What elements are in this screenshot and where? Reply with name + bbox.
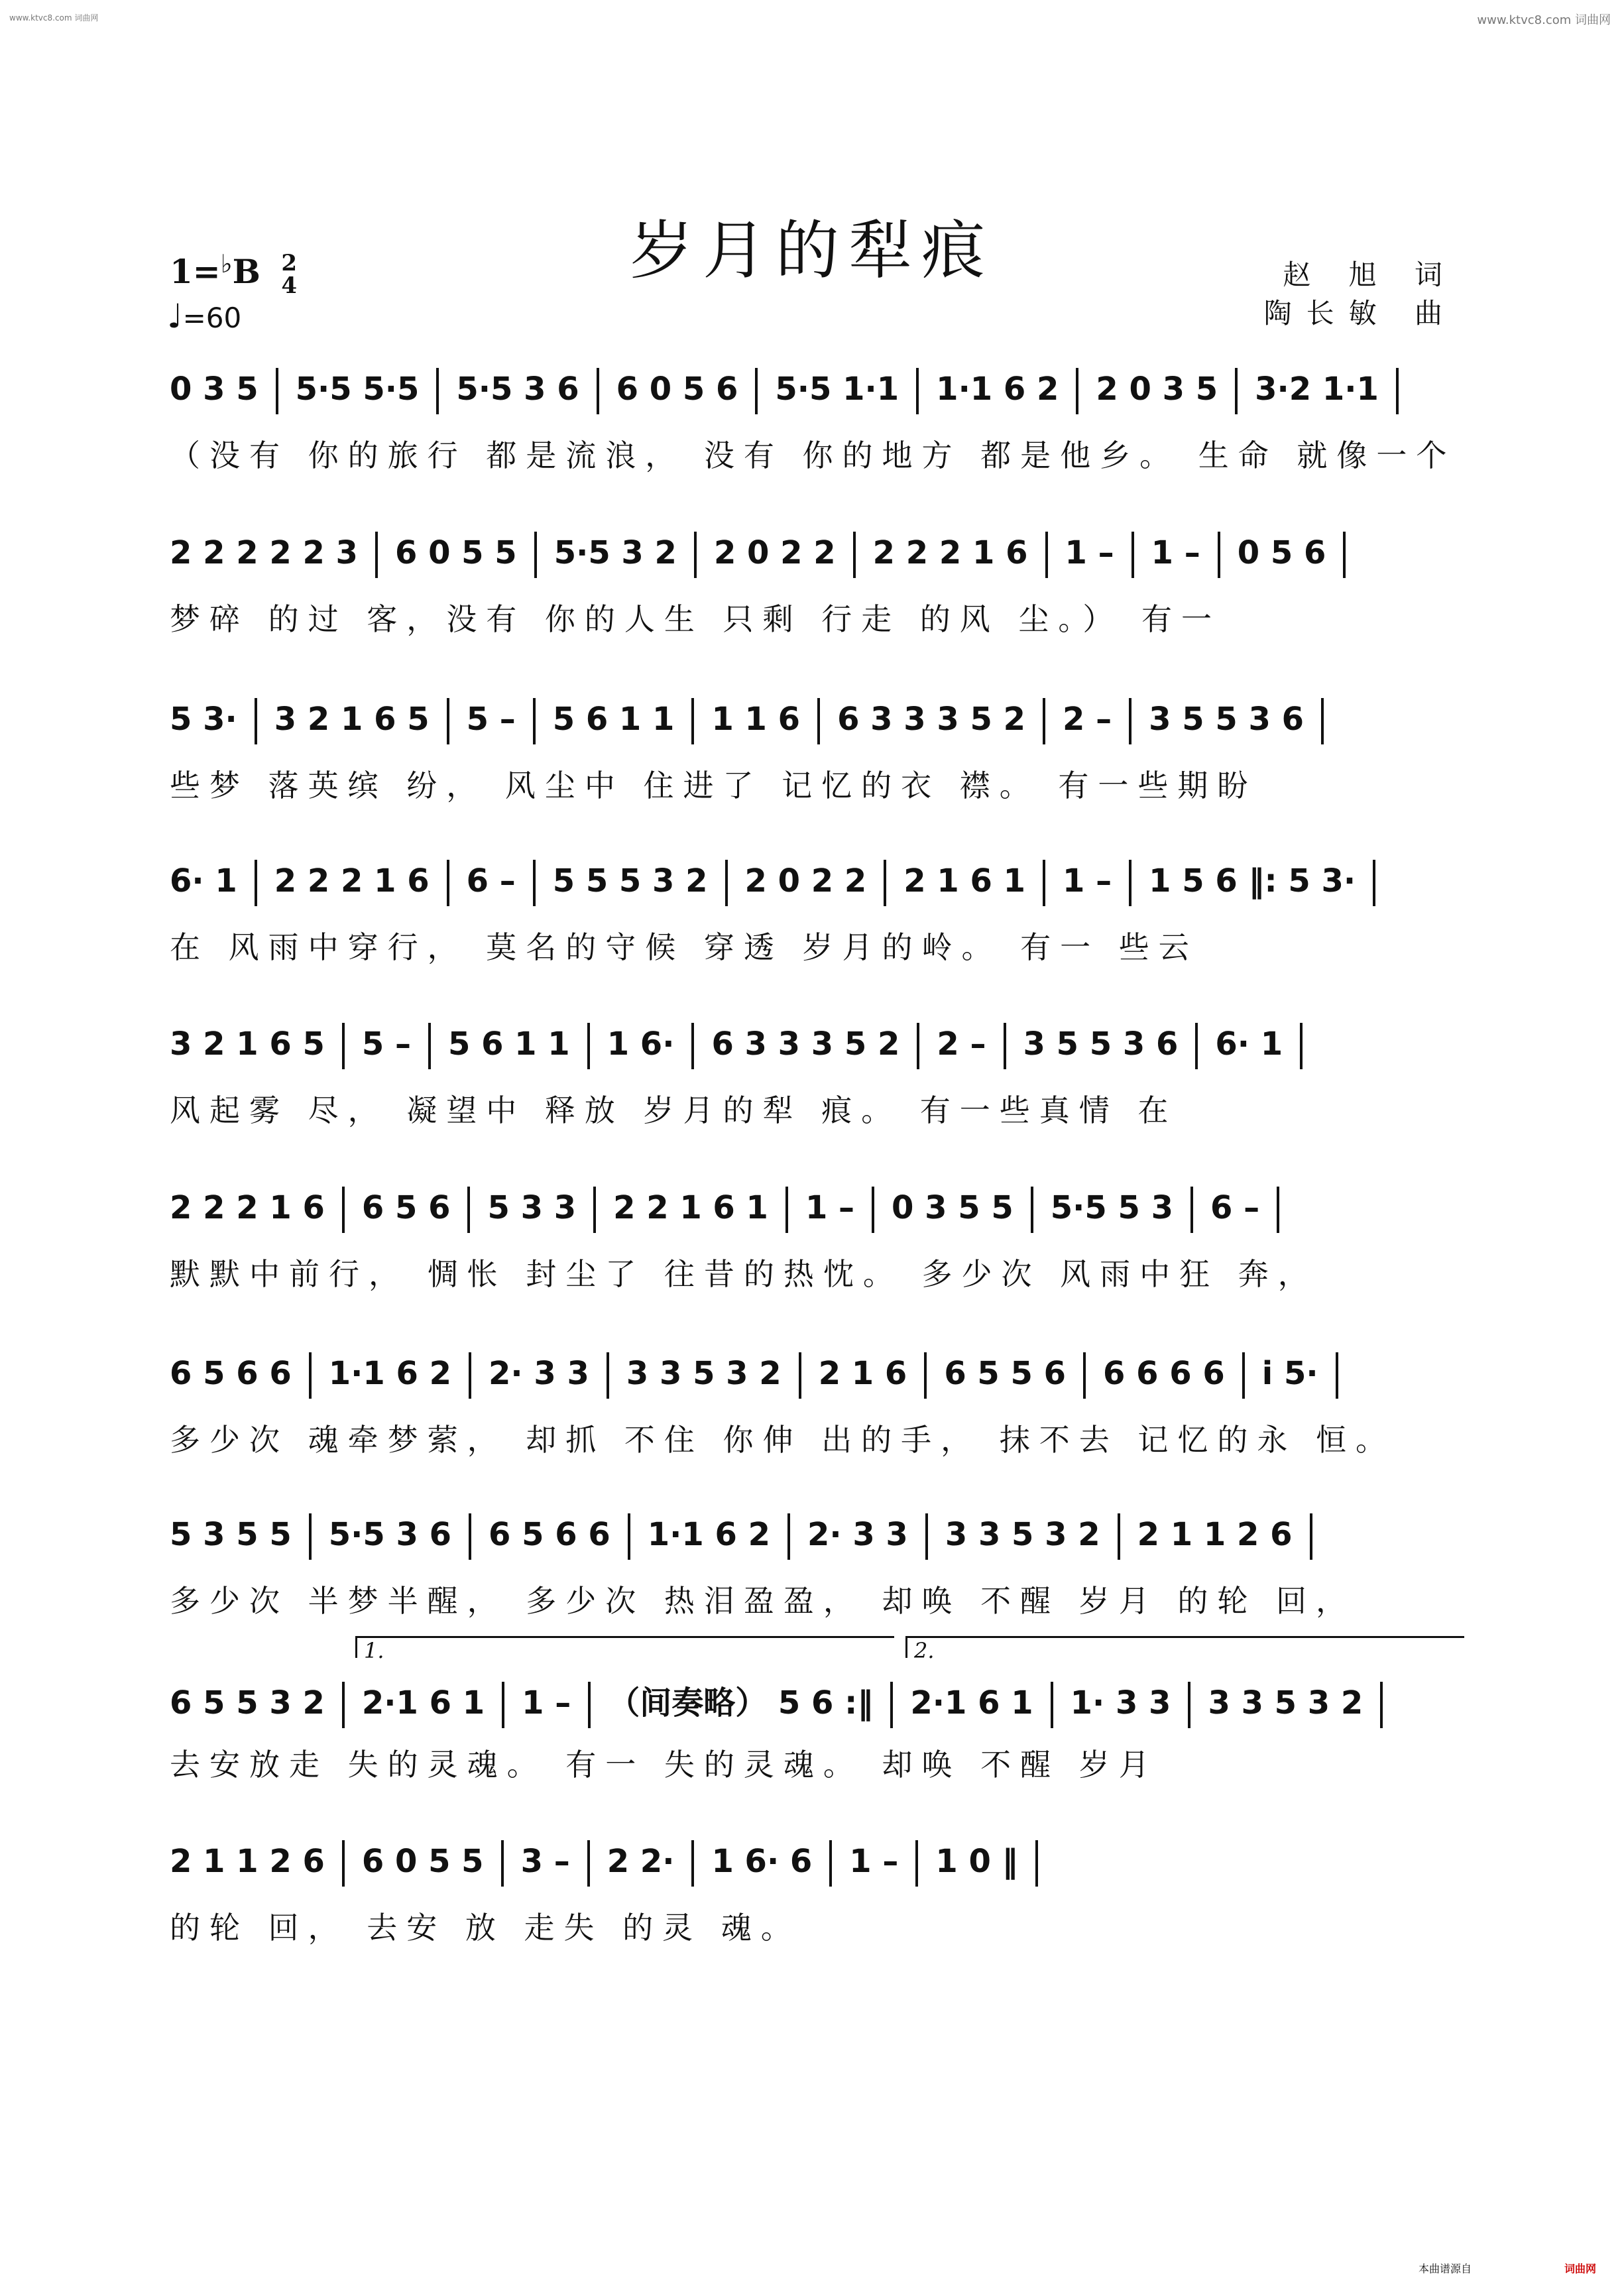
measure: 1·1 6 2 xyxy=(328,1355,451,1392)
page-title: 岁月的犁痕 xyxy=(630,213,994,288)
barline xyxy=(342,1840,345,1887)
barline xyxy=(447,860,449,906)
measure: 5·5 5·5 xyxy=(295,371,420,408)
measure: 6 – xyxy=(1210,1189,1260,1226)
measure: 1 – xyxy=(1063,862,1112,900)
measure: 2·1 6 1 xyxy=(910,1684,1033,1722)
barline xyxy=(342,1023,345,1069)
barline xyxy=(309,1352,312,1399)
barline xyxy=(309,1513,312,1560)
barline xyxy=(375,532,378,578)
lyrics-line: 去安放走 失的灵魂。 有一 失的灵魂。 却唤 不醒 岁月 xyxy=(170,1747,1159,1783)
measure: 1 – xyxy=(522,1684,571,1722)
barline xyxy=(502,1682,504,1728)
notation-line xyxy=(170,368,1458,421)
barline xyxy=(1380,1682,1383,1728)
barline xyxy=(1242,1352,1245,1399)
measure: 2 1 6 1 xyxy=(903,862,1026,900)
measure: 5·5 3 6 xyxy=(456,371,579,408)
barline xyxy=(1051,1682,1053,1728)
barline xyxy=(1043,698,1045,744)
volta-bracket: 1. xyxy=(355,1636,894,1658)
notation-line xyxy=(170,1187,1458,1240)
measure: 3 3 5 3 2 xyxy=(945,1516,1100,1553)
measure: 5·5 5 3 xyxy=(1050,1189,1174,1226)
barline xyxy=(853,532,856,578)
barline xyxy=(1218,532,1220,578)
barline xyxy=(787,1513,790,1560)
measure: 2· 3 3 xyxy=(807,1516,908,1553)
measure: 6 0 5 6 xyxy=(616,371,738,408)
barline xyxy=(342,1187,345,1233)
measure: 2 0 2 2 xyxy=(744,862,867,900)
barline xyxy=(533,860,536,906)
barline xyxy=(597,368,599,414)
barline xyxy=(587,1023,590,1069)
measure: 0 5 6 xyxy=(1237,534,1326,571)
measure: 1 – xyxy=(805,1189,855,1226)
barline xyxy=(1118,1513,1120,1560)
barline xyxy=(725,860,728,906)
measure: 2 2 1 6 1 xyxy=(613,1189,768,1226)
lyrics-line: 多少次 魂牵梦萦， 却抓 不住 你伸 出的手， 抹不去 记忆的永 恒。 xyxy=(170,1422,1395,1458)
barline xyxy=(1031,1187,1033,1233)
lyrics-line: 默默中前行， 惆怅 封尘了 往昔的热忱。 多少次 风雨中狂 奔， xyxy=(170,1256,1318,1292)
barline xyxy=(1373,860,1375,906)
barline xyxy=(447,698,449,744)
barline xyxy=(593,1187,596,1233)
barline xyxy=(1131,532,1134,578)
barline xyxy=(691,1840,694,1887)
measure: 6 0 5 5 xyxy=(361,1843,484,1880)
barline xyxy=(755,368,758,414)
measure: 0 3 5 5 xyxy=(892,1189,1014,1226)
lyrics-line: 风起雾 尽， 凝望中 释放 岁月的犁 痕。 有一些真情 在 xyxy=(170,1092,1178,1128)
barline xyxy=(469,1352,471,1399)
barline xyxy=(1300,1023,1303,1069)
measure: 3·2 1·1 xyxy=(1255,371,1379,408)
measure: 6 5 5 3 2 xyxy=(170,1684,325,1722)
header-tag-left: www.ktvc8.com 词曲网 xyxy=(9,13,99,23)
measure: 6· 1 xyxy=(170,862,237,900)
measure: 2 2 2 2 2 3 xyxy=(170,534,358,571)
barline xyxy=(1083,1352,1086,1399)
key-signature: 1=♭B 2 4 xyxy=(170,249,297,299)
measure: 6 5 6 xyxy=(361,1189,451,1226)
notation-line xyxy=(170,1352,1458,1405)
measure: 1 6· xyxy=(607,1025,675,1063)
measure: 0 3 5 xyxy=(170,371,259,408)
measure: 2· 3 3 xyxy=(488,1355,589,1392)
measure: 1 – xyxy=(849,1843,899,1880)
barline xyxy=(884,860,886,906)
lyrics-line: 梦碎 的过 客，没有 你的人生 只剩 行走 的风 尘。） 有一 xyxy=(170,601,1221,637)
lyrics-line: 的轮 回， 去安 放 走失 的灵 魂。 xyxy=(170,1910,801,1946)
measure: （间奏略） 5 6 :‖ xyxy=(608,1684,874,1722)
measure: 2 0 2 2 xyxy=(713,534,836,571)
measure: 2 1 1 2 6 xyxy=(170,1843,325,1880)
notation-line xyxy=(170,860,1458,913)
measure: 2 – xyxy=(937,1025,986,1063)
notation-line xyxy=(170,532,1458,585)
lyrics-line: 些梦 落英缤 纷， 风尘中 住进了 记忆的衣 襟。 有一些期盼 xyxy=(170,768,1257,803)
side-watermark-left xyxy=(1,27,13,2256)
barline xyxy=(691,698,694,744)
barline xyxy=(342,1682,345,1728)
measure: 6 6 6 6 xyxy=(1103,1355,1225,1392)
lyrics-line: （没有 你的旅行 都是流浪， 没有 你的地方 都是他乡。 生命 就像一个 xyxy=(170,438,1456,473)
measure: 2 1 6 xyxy=(818,1355,907,1392)
measure: 2 – xyxy=(1063,701,1112,738)
barline xyxy=(799,1352,801,1399)
barline xyxy=(872,1187,874,1233)
measure: 5 6 1 1 xyxy=(552,701,675,738)
barline xyxy=(1129,698,1131,744)
barline xyxy=(534,532,537,578)
measure: 5·5 3 6 xyxy=(328,1516,451,1553)
barline xyxy=(1321,698,1324,744)
header-tag-right: www.ktvc8.com 词曲网 xyxy=(1477,13,1611,27)
barline xyxy=(691,1023,694,1069)
barline xyxy=(533,698,536,744)
measure: 6 5 6 6 xyxy=(170,1355,292,1392)
barline xyxy=(694,532,697,578)
measure: 6 3 3 3 5 2 xyxy=(711,1025,900,1063)
time-signature: 2 4 xyxy=(281,250,297,299)
measure: 3 3 5 3 2 xyxy=(626,1355,782,1392)
footer-source-label: 本曲谱源自 xyxy=(1419,2262,1472,2275)
barline xyxy=(925,1513,928,1560)
barline xyxy=(1004,1023,1006,1069)
barline xyxy=(276,368,278,414)
measure: 2·1 6 1 xyxy=(361,1684,485,1722)
measure: 2 1 1 2 6 xyxy=(1137,1516,1293,1553)
barline xyxy=(817,698,820,744)
barline xyxy=(1396,368,1399,414)
tempo-mark: ♩=60 xyxy=(167,297,242,335)
footer-brand: 词曲网 xyxy=(1564,2262,1597,2275)
barline xyxy=(1235,368,1238,414)
measure: 2 2 2 1 6 xyxy=(872,534,1028,571)
measure: 3 2 1 6 5 xyxy=(274,701,430,738)
measure: 5 5 5 3 2 xyxy=(552,862,708,900)
volta-bracket: 2. xyxy=(905,1636,1464,1658)
measure: 5 3 5 5 xyxy=(170,1516,292,1553)
measure: 6· 1 xyxy=(1215,1025,1283,1063)
notation-line xyxy=(170,698,1458,751)
measure: 6 3 3 3 5 2 xyxy=(837,701,1026,738)
measure: 5 – xyxy=(466,701,516,738)
measure: 1·1 6 2 xyxy=(647,1516,770,1553)
barline xyxy=(916,368,919,414)
measure: 6 5 5 6 xyxy=(944,1355,1067,1392)
measure: 2 0 3 5 xyxy=(1096,371,1218,408)
barline xyxy=(1043,860,1045,906)
barline xyxy=(890,1682,893,1728)
barline xyxy=(255,860,257,906)
barline xyxy=(255,698,257,744)
measure: 1 5 6 ‖: 5 3· xyxy=(1149,862,1356,900)
barline xyxy=(915,1840,918,1887)
barline xyxy=(1076,368,1078,414)
measure: 1 – xyxy=(1065,534,1114,571)
measure: 2 2 2 1 6 xyxy=(170,1189,325,1226)
measure: 3 5 5 3 6 xyxy=(1149,701,1304,738)
measure: 1 0 ‖ xyxy=(935,1843,1018,1880)
measure: 2 2 2 1 6 xyxy=(274,862,430,900)
barline xyxy=(1336,1352,1338,1399)
measure: 1 – xyxy=(1151,534,1200,571)
notation-line xyxy=(170,1513,1458,1566)
measure: 6 0 5 5 xyxy=(394,534,517,571)
barline xyxy=(1035,1840,1038,1887)
barline xyxy=(436,368,439,414)
side-watermark-right xyxy=(1611,27,1623,2256)
barline xyxy=(607,1352,609,1399)
barline xyxy=(917,1023,919,1069)
lyricist-credit: 赵 旭 词 xyxy=(1283,259,1457,291)
measure: 1 1 6 xyxy=(711,701,801,738)
notation-line xyxy=(170,1677,1458,1730)
barline xyxy=(1277,1187,1279,1233)
barline xyxy=(1195,1023,1198,1069)
barline xyxy=(924,1352,927,1399)
barline xyxy=(1188,1682,1190,1728)
measure: 1·1 6 2 xyxy=(936,371,1059,408)
measure: 1 6· 6 xyxy=(711,1843,813,1880)
barline xyxy=(428,1023,431,1069)
measure: 3 3 5 3 2 xyxy=(1208,1684,1363,1722)
lyrics-line: 多少次 半梦半醒， 多少次 热泪盈盈， 却唤 不醒 岁月 的轮 回， xyxy=(170,1583,1356,1619)
measure: 6 5 6 6 xyxy=(488,1516,610,1553)
barline xyxy=(829,1840,832,1887)
barline xyxy=(1045,532,1048,578)
measure: 3 5 5 3 6 xyxy=(1023,1025,1179,1063)
barline xyxy=(785,1187,788,1233)
composer-credit: 陶长敏 曲 xyxy=(1263,297,1457,329)
measure: 2 2· xyxy=(607,1843,675,1880)
barline xyxy=(588,1682,591,1728)
barline xyxy=(467,1187,470,1233)
measure: 1· 3 3 xyxy=(1070,1684,1171,1722)
barline xyxy=(1190,1187,1193,1233)
measure: 6 – xyxy=(466,862,516,900)
barline xyxy=(469,1513,471,1560)
measure: 5·5 1·1 xyxy=(775,371,899,408)
measure: 3 – xyxy=(520,1843,570,1880)
barline xyxy=(1310,1513,1312,1560)
measure: 5 6 1 1 xyxy=(447,1025,570,1063)
measure: 5·5 3 2 xyxy=(553,534,677,571)
notation-line xyxy=(170,1023,1458,1076)
barline xyxy=(501,1840,504,1887)
barline xyxy=(1129,860,1131,906)
notation-line xyxy=(170,1840,1458,1893)
lyrics-line: 在 风雨中穿行， 莫名的守候 穿透 岁月的岭。 有一 些云 xyxy=(170,929,1198,965)
measure: i 5· xyxy=(1261,1355,1318,1392)
barline xyxy=(587,1840,590,1887)
barline xyxy=(1343,532,1346,578)
measure: 5 – xyxy=(361,1025,411,1063)
measure: 5 3· xyxy=(170,701,237,738)
measure: 3 2 1 6 5 xyxy=(170,1025,325,1063)
barline xyxy=(628,1513,630,1560)
measure: 5 3 3 xyxy=(487,1189,577,1226)
